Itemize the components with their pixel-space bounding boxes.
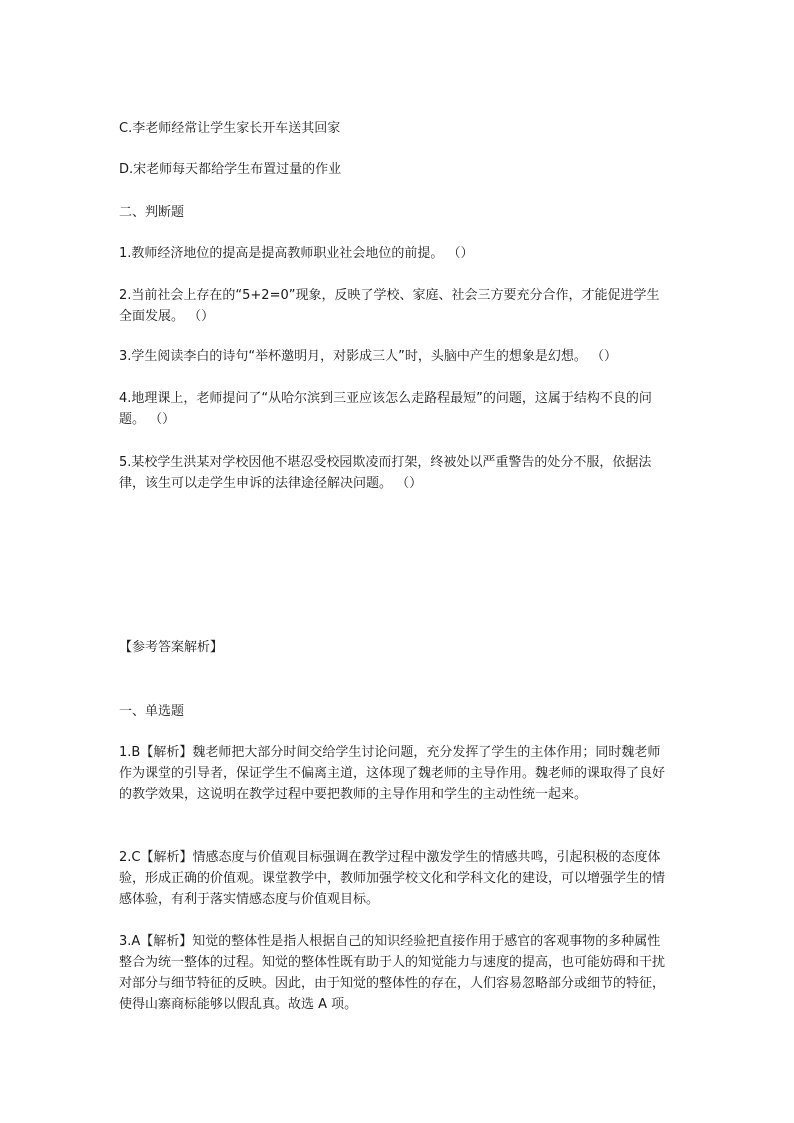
option-c: C.李老师经常让学生家长开车送其回家 [119,121,341,136]
answer-explanation-1: 1.B【解析】魏老师把大部分时间交给学生讨论问题，充分发挥了学生的主体作用；同时魏老师作为课堂的引导者，保证学生不偏离主道，这体现了魏老师的主导作用。魏老师的课取得了良好的教学效果，这说明在教学过程中要把教师的主导作用和学生的主动性统一起来。 [119,745,666,802]
judgment-question-2: 2.当前社会上存在的“5+2=0”现象，反映了学校、家庭、社会三方要充分合作，才能促进学生全面发展。 （） [119,288,660,324]
option-d: D.宋老师每天都给学生布置过量的作业 [119,162,342,177]
answer-section-title: 【参考答案解析】 [119,640,224,655]
section-heading-single-choice: 一、单选题 [119,704,185,719]
section-heading-judgment: 二、判断题 [119,205,185,220]
judgment-question-3: 3.学生阅读李白的诗句“举杯邀明月，对影成三人”时，头脑中产生的想象是幻想。 （） [119,349,618,364]
judgment-question-5: 5.某校学生洪某对学校因他不堪忍受校园欺凌而打架，终被处以严重警告的处分不服，依据法律，该生可以走学生申诉的法律途径解决问题。 （） [119,455,652,491]
answer-explanation-2: 2.C【解析】情感态度与价值观目标强调在教学过程中激发学生的情感共鸣，引起积极的态度体验，形成正确的价值观。课堂教学中，教师加强学校文化和学科文化的建设，可以增强学生的情感体验，有利于落实情感态度与价值观目标。 [119,850,666,907]
answer-explanation-3: 3.A【解析】知觉的整体性是指人根据自己的知识经验把直接作用于感官的客观事物的多种属性整合为统一整体的过程。知觉的整体性既有助于人的知觉能力与速度的提高，也可能妨碍和干扰对部分与细节特征的反映。因此，由于知觉的整体性的存在，人们容易忽略部分或细节的特征，使得山寨商标能够以假乱真。故选 A 项。 [119,934,666,1012]
judgment-question-1: 1.教师经济地位的提高是提高教师职业社会地位的前提。 （） [119,246,474,261]
judgment-question-4: 4.地理课上，老师提问了“从哈尔滨到三亚应该怎么走路程最短”的问题，这属于结构不良的问题。 （） [119,391,652,427]
